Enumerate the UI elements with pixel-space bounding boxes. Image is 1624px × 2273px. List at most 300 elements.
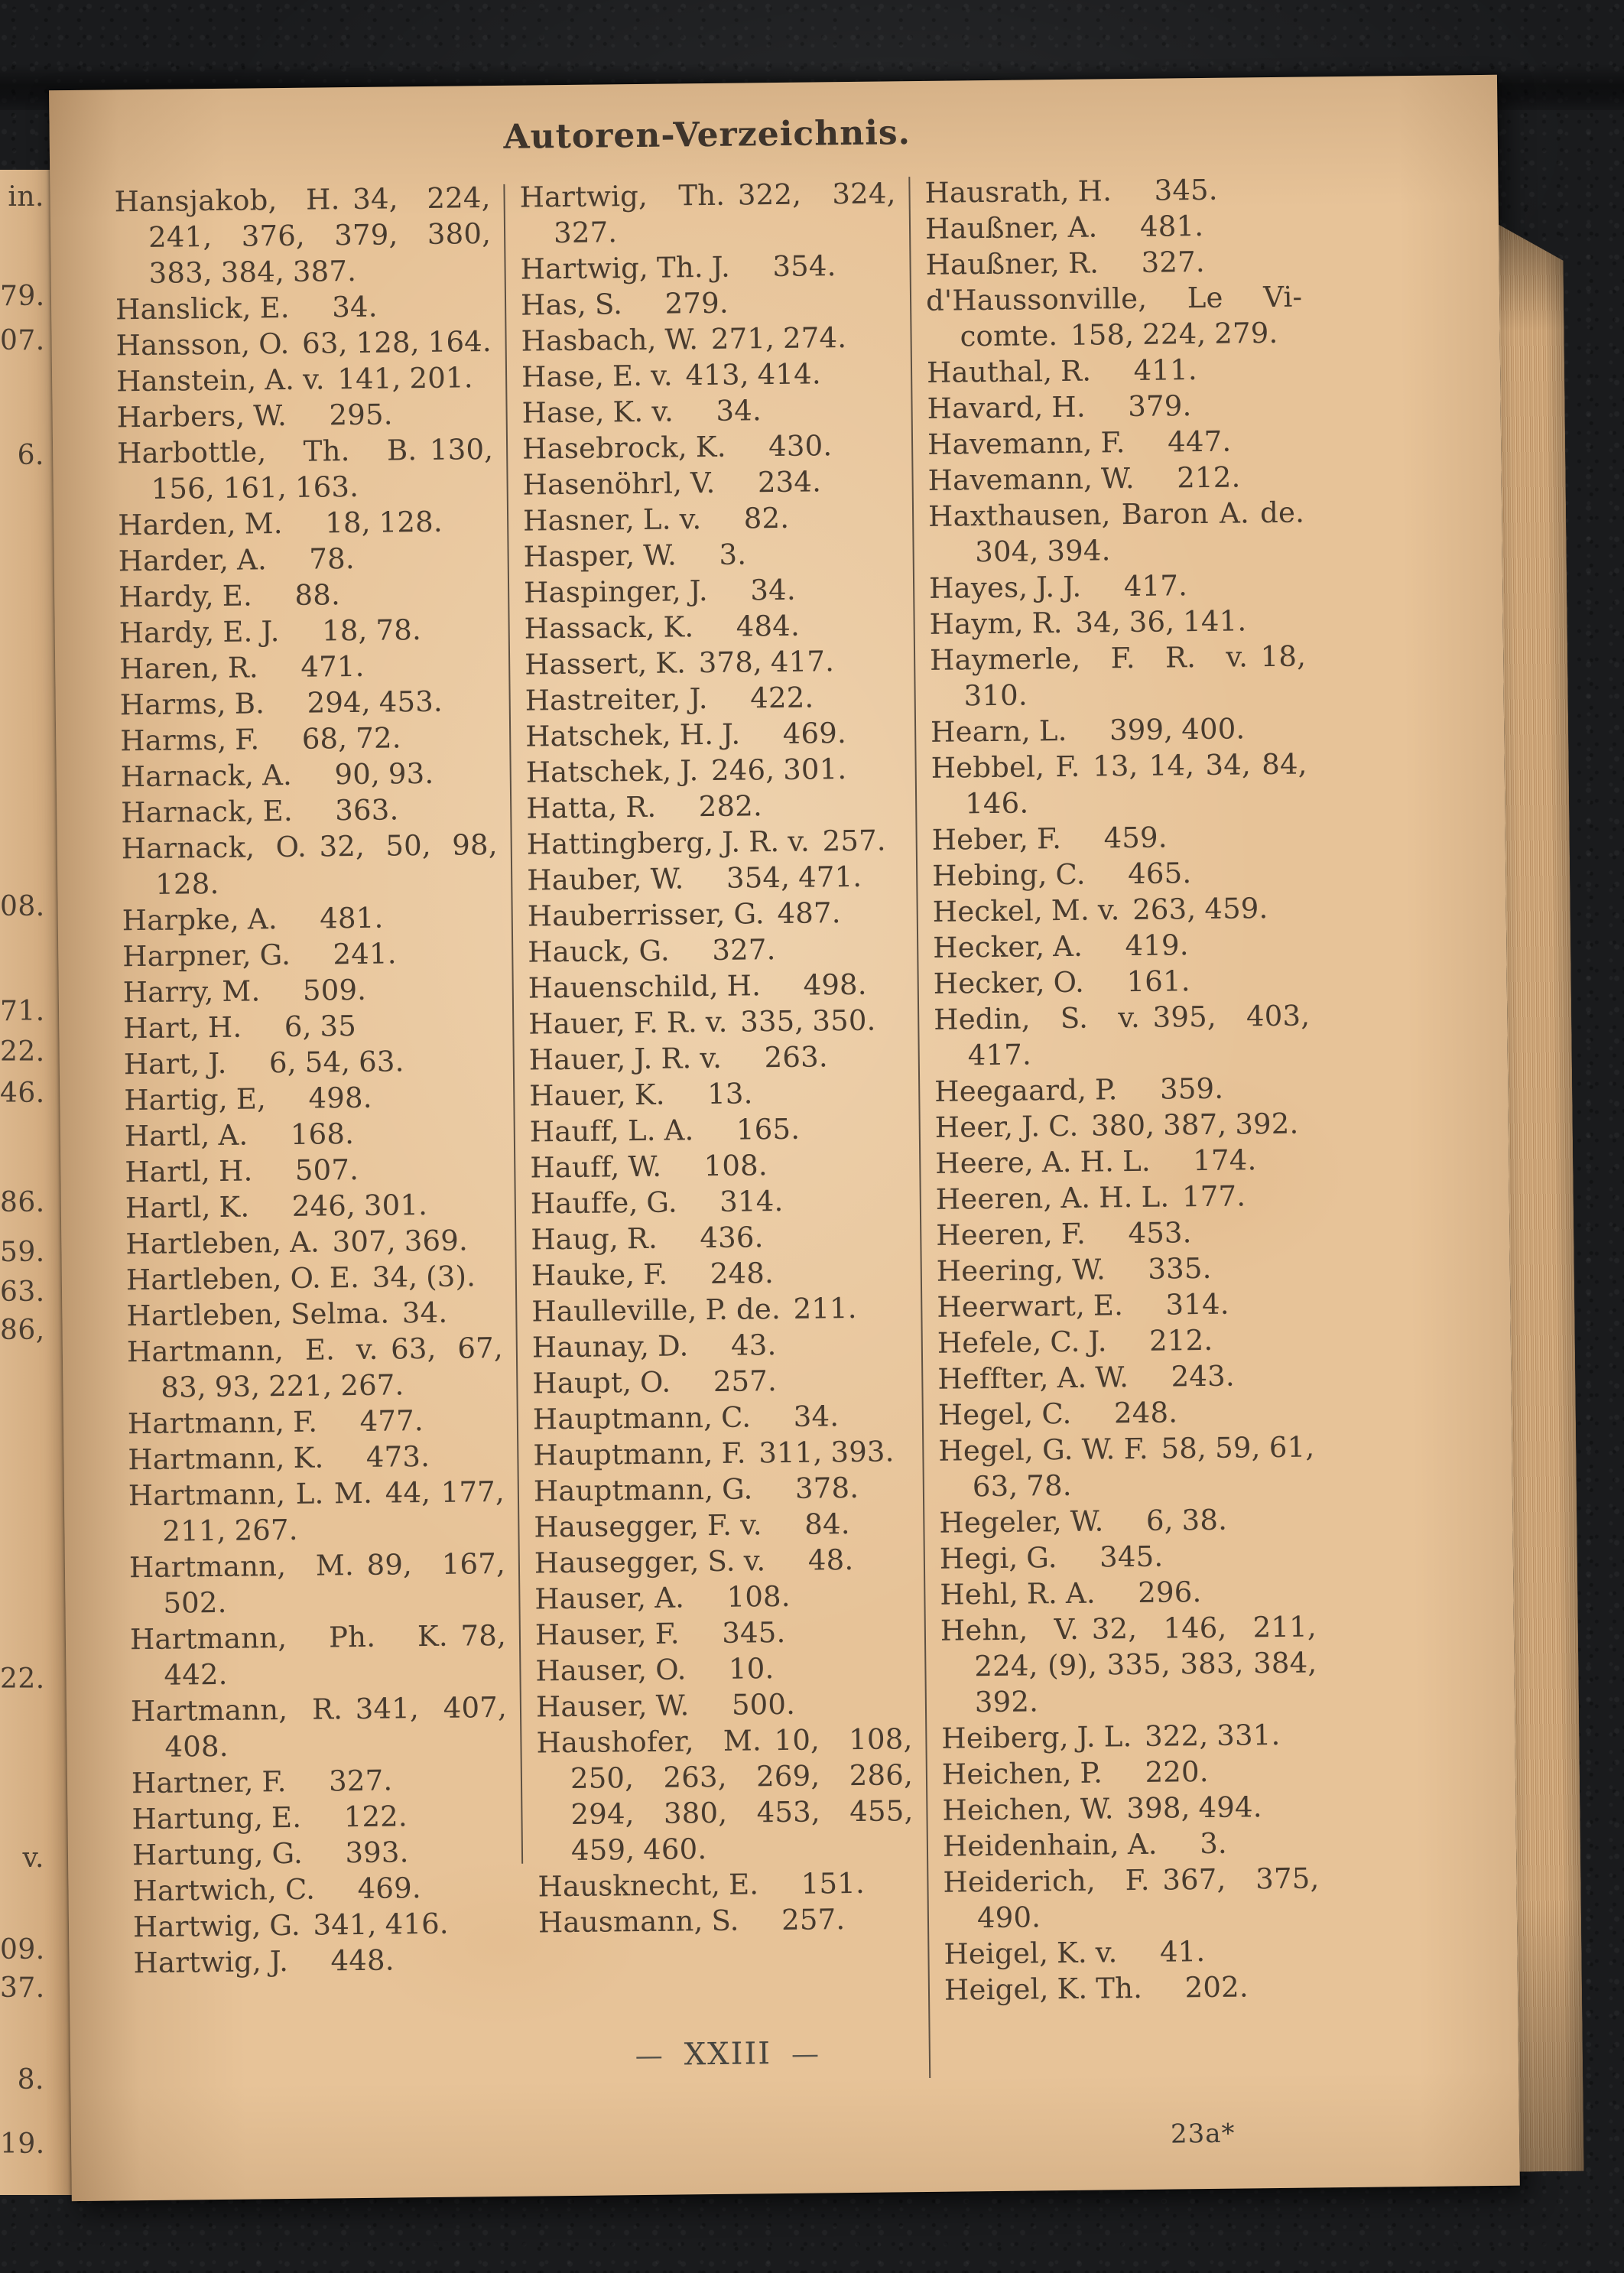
index-entry	[938, 1393, 1314, 1432]
page-references: 378.	[794, 1471, 859, 1505]
index-entry	[925, 243, 1301, 283]
author-name: Haulleville, P. de.	[531, 1293, 781, 1328]
author-name: Hasenöhrl, V.	[522, 466, 716, 502]
page-references: 6, 54, 63.	[268, 1045, 404, 1080]
index-entry	[926, 279, 1303, 355]
index-entry	[929, 567, 1305, 606]
name-page-gap	[1091, 380, 1133, 381]
index-entry	[531, 1254, 908, 1293]
index-entry	[119, 611, 495, 651]
index-entry	[525, 678, 901, 718]
name-page-gap	[280, 640, 322, 641]
author-name: Hebbel, F.	[931, 750, 1080, 785]
author-name: Hecker, A.	[932, 929, 1083, 964]
page-references: 43.	[730, 1328, 777, 1362]
index-entry	[125, 1150, 501, 1190]
index-entry	[941, 1716, 1317, 1756]
name-page-gap	[1104, 1530, 1146, 1531]
name-page-gap	[266, 1108, 308, 1109]
page-references: 395, 403, 417.	[967, 999, 1311, 1072]
index-entry	[524, 571, 900, 610]
index-entry	[132, 1761, 508, 1801]
page-references: 304, 394.	[975, 534, 1111, 569]
page-references: 345.	[1099, 1540, 1164, 1574]
index-column-2	[519, 175, 915, 2012]
index-entry	[927, 351, 1303, 391]
index-entry	[133, 1941, 509, 1981]
name-page-gap	[708, 707, 750, 708]
page-references: 10.	[728, 1652, 775, 1686]
index-entry	[128, 1402, 504, 1442]
author-name: Haushofer, M.	[536, 1724, 762, 1760]
author-name: Hartwich, C.	[132, 1872, 316, 1908]
page-references: 436.	[700, 1221, 764, 1255]
page-references: 263.	[764, 1040, 829, 1075]
index-entry	[525, 714, 901, 754]
name-page-gap	[680, 1643, 722, 1644]
author-name: Hauer, F. R. v.	[528, 1005, 728, 1041]
page-references: 422.	[749, 681, 814, 715]
page-references: 212.	[1177, 460, 1241, 495]
page-references: 18, 128.	[325, 505, 443, 540]
page-references: 327.	[1141, 245, 1206, 279]
author-name: Heerwart, E.	[937, 1289, 1124, 1324]
page-references: 399, 400.	[1109, 712, 1246, 747]
index-entry	[526, 786, 902, 826]
index-entry	[125, 1186, 502, 1226]
author-name: Hauser, F.	[534, 1617, 680, 1652]
page-references: 13, 14, 34, 84, 146.	[964, 747, 1307, 821]
book-page	[49, 75, 1520, 2201]
index-entry	[940, 1572, 1316, 1612]
author-name: Heiberg, J. L.	[941, 1720, 1132, 1755]
index-entry	[128, 1438, 504, 1478]
page-references: 3.	[719, 538, 747, 571]
page-references: 282.	[698, 789, 763, 824]
index-entry	[934, 1070, 1311, 1110]
index-entry	[519, 175, 896, 251]
index-entry	[132, 1833, 508, 1873]
index-entry	[935, 1105, 1311, 1145]
gutter-text-fragment: 6.	[17, 440, 44, 471]
author-name: Harbottle, Th. B.	[116, 434, 417, 470]
index-entry	[525, 642, 901, 682]
page-references: 469.	[357, 1871, 422, 1906]
index-entry	[525, 750, 901, 790]
index-entry	[527, 858, 903, 898]
author-name: Hatta, R.	[525, 790, 657, 825]
author-name: Hartmann, R.	[130, 1693, 343, 1728]
author-name: Harry, M.	[122, 974, 261, 1010]
index-entry	[533, 1433, 909, 1473]
name-page-gap	[288, 1970, 330, 1971]
page-references: 34.	[793, 1400, 840, 1433]
name-page-gap	[658, 1247, 700, 1248]
name-page-gap	[1125, 451, 1168, 452]
name-page-gap	[656, 816, 698, 817]
name-page-gap	[267, 569, 309, 570]
page-references: 78, 442.	[164, 1618, 507, 1692]
page-references: 6, 35	[284, 1010, 357, 1044]
name-page-gap	[1151, 1170, 1193, 1171]
name-page-gap	[1135, 487, 1177, 488]
name-page-gap	[1083, 955, 1125, 956]
author-name: Harms, B.	[119, 687, 265, 722]
page-references: 327.	[712, 933, 776, 967]
page-references: 3.	[1199, 1826, 1228, 1861]
index-entry	[533, 1397, 909, 1437]
index-column-1	[114, 180, 510, 2017]
author-name: Hase, E. v.	[521, 359, 674, 394]
column-divider	[503, 184, 523, 1864]
index-entry	[521, 391, 898, 431]
page-references: 246, 301.	[710, 753, 847, 787]
index-entry	[933, 962, 1309, 1002]
index-entry	[126, 1258, 502, 1298]
page-references: 314.	[1165, 1287, 1229, 1322]
index-entry	[523, 499, 899, 538]
author-name: Hauberrisser, G.	[527, 897, 765, 933]
index-entry	[532, 1361, 908, 1401]
name-page-gap	[740, 743, 782, 744]
author-name: Haym, R.	[929, 606, 1063, 641]
page-references: 469.	[782, 717, 847, 750]
index-entry	[931, 746, 1307, 822]
gutter-text-fragment: 63.	[0, 1276, 45, 1308]
index-columns	[114, 171, 1320, 2018]
author-name: Hehn, V.	[940, 1612, 1080, 1647]
author-name: Hausmann, S.	[538, 1904, 739, 1940]
author-name: Heere, A. H. L.	[935, 1144, 1151, 1180]
author-name: Hauptmann, C.	[532, 1400, 752, 1436]
author-name: Heigel, K. Th.	[944, 1971, 1143, 2007]
index-entry	[118, 503, 494, 543]
name-page-gap	[315, 1898, 357, 1899]
name-page-gap	[1061, 847, 1103, 848]
name-page-gap	[716, 492, 758, 493]
author-name: Hartung, E.	[132, 1800, 302, 1836]
name-page-gap	[303, 1862, 345, 1863]
author-name: Hasebrock, K.	[521, 430, 726, 466]
index-entry	[940, 1608, 1317, 1720]
author-name: Hauser, A.	[534, 1581, 685, 1616]
index-entry	[528, 966, 905, 1006]
page-references: 307, 369.	[332, 1224, 469, 1259]
index-entry	[521, 319, 897, 359]
author-name: Hebing, C.	[931, 857, 1086, 893]
name-page-gap	[722, 1067, 764, 1068]
name-page-gap	[753, 1498, 795, 1499]
index-entry	[936, 1177, 1312, 1217]
index-entry	[128, 1474, 505, 1549]
author-name: Hartmann, E. v.	[126, 1332, 378, 1369]
name-page-gap	[265, 713, 307, 714]
index-entry	[929, 603, 1305, 642]
index-entry	[126, 1294, 502, 1334]
index-entry	[119, 575, 495, 615]
index-entry	[932, 890, 1308, 930]
author-name: Harpke, A.	[122, 902, 278, 938]
page-references: 248.	[1113, 1396, 1178, 1430]
index-entry	[524, 606, 900, 646]
name-page-gap	[258, 677, 300, 678]
index-entry	[527, 894, 903, 934]
author-name: Harbers, W.	[116, 398, 287, 434]
index-entry	[534, 1541, 911, 1581]
page-references: 257.	[781, 1903, 846, 1937]
page-references: 335, 350.	[739, 1003, 876, 1039]
author-name: Hauke, F.	[531, 1257, 668, 1293]
author-name: Haymerle, F. R. v.	[929, 640, 1249, 677]
author-name: Hauthal, R.	[926, 354, 1092, 389]
page-references: 177.	[1181, 1179, 1246, 1214]
author-name: Hartmann, L. M.	[128, 1476, 373, 1513]
page-references: 448.	[330, 1943, 395, 1978]
index-entry	[931, 711, 1307, 750]
author-name: Hartig, E,	[124, 1082, 267, 1117]
page-references: 498.	[803, 967, 867, 1002]
page-references: 158, 224, 279.	[1070, 316, 1278, 352]
author-name: Hattingberg, J. R. v.	[526, 824, 810, 861]
author-name: Hauer, K.	[529, 1078, 665, 1113]
footer-dash: —	[635, 2040, 664, 2073]
index-entry	[534, 1577, 911, 1617]
index-entry	[538, 1901, 914, 1940]
page-references: 335.	[1148, 1251, 1212, 1286]
page-references: 257.	[822, 824, 886, 858]
page-references: 398, 494.	[1126, 1790, 1262, 1826]
index-entry	[927, 423, 1304, 463]
page-references: 48.	[807, 1543, 854, 1577]
name-page-gap	[283, 532, 325, 533]
author-name: Hearn, L.	[930, 714, 1067, 749]
index-entry	[935, 1141, 1311, 1181]
author-name: Hauptmann, G.	[533, 1472, 753, 1508]
author-name: Heichen, W.	[942, 1792, 1114, 1827]
index-entry	[129, 1546, 506, 1621]
author-name: Hauenschild, H.	[528, 969, 762, 1005]
page-number	[135, 2030, 1321, 2078]
index-entry	[531, 1289, 908, 1329]
page-references: 165.	[736, 1112, 801, 1146]
author-name: Hausegger, S. v.	[534, 1544, 766, 1580]
page-references: 243.	[1171, 1359, 1236, 1393]
name-page-gap	[670, 960, 712, 961]
page-references: 509.	[302, 973, 367, 1007]
name-page-gap	[1112, 200, 1154, 201]
name-page-gap	[671, 1391, 713, 1392]
page-references: 263, 459.	[1132, 892, 1268, 927]
name-page-gap	[1057, 1567, 1099, 1568]
index-entry	[526, 822, 902, 862]
page-references: 484.	[736, 609, 801, 643]
index-entry	[127, 1330, 504, 1406]
index-entry	[119, 647, 495, 687]
index-entry	[538, 1865, 914, 1904]
page-references: 68, 72.	[301, 721, 401, 756]
page-references: 465.	[1127, 857, 1192, 891]
author-name: Haunay, D.	[531, 1329, 689, 1364]
index-entry	[522, 427, 898, 467]
index-entry	[933, 926, 1309, 966]
index-entry	[132, 1869, 508, 1909]
page-references: 487.	[777, 896, 841, 931]
page-references: 44, 177, 211, 267.	[162, 1475, 505, 1548]
author-name: Hauptmann, F.	[533, 1436, 746, 1472]
page-references: 379.	[1128, 389, 1192, 424]
author-name: Heffter, A. W.	[937, 1361, 1129, 1396]
page-references: 473.	[365, 1439, 430, 1474]
gutter-text-fragment: 37.	[0, 1972, 45, 2004]
name-page-gap	[677, 564, 719, 565]
author-name: Harnack, A.	[120, 758, 293, 794]
page-references: 500.	[731, 1687, 796, 1722]
index-entry	[940, 1536, 1316, 1576]
author-name: Hartl, H.	[125, 1154, 253, 1189]
page-references: 41.	[1159, 1935, 1206, 1969]
index-entry	[931, 818, 1307, 858]
author-name: Hartleben, Selma.	[126, 1296, 390, 1333]
author-name: Hartwig, Th.	[519, 178, 726, 214]
index-entry	[536, 1685, 912, 1725]
index-entry	[529, 1074, 905, 1114]
page-references: 295.	[329, 398, 393, 432]
gutter-text-fragment: 19.	[0, 2128, 45, 2160]
gutter-text-fragment: 08.	[0, 891, 45, 922]
author-name: Hart, H.	[123, 1010, 242, 1045]
author-name: Hassack, K.	[524, 610, 694, 645]
author-name: Heber, F.	[931, 822, 1062, 857]
index-column-3	[924, 171, 1320, 2008]
index-entry	[932, 854, 1308, 894]
author-name: Hart, J.	[123, 1046, 227, 1081]
index-entry	[123, 1006, 499, 1046]
page-references: 417.	[1123, 569, 1188, 603]
index-entry	[939, 1501, 1315, 1540]
page-references: 220.	[1145, 1754, 1209, 1789]
author-name: Hatschek, J.	[525, 754, 699, 789]
index-entry	[532, 1325, 908, 1365]
author-name: Hartmann, Ph. K.	[129, 1619, 449, 1657]
index-entry	[934, 998, 1311, 1074]
page-references: 18, 78.	[321, 613, 422, 648]
author-name: Haxthausen, Baron A. de.	[927, 496, 1305, 533]
author-name: Hecker, O.	[933, 965, 1085, 1000]
book	[49, 74, 1584, 2201]
name-page-gap	[689, 1355, 731, 1356]
name-page-gap	[324, 1467, 366, 1468]
index-entry	[132, 1797, 508, 1837]
author-name: Hansjakob, H.	[114, 183, 340, 219]
name-page-gap	[1118, 1099, 1160, 1100]
page-references: 481.	[1139, 209, 1204, 243]
page-references: 34, 224, 241, 376, 379, 380, 383, 384, 387.	[148, 181, 492, 290]
index-entry	[521, 355, 898, 395]
author-name: Hanslick, E.	[115, 291, 291, 327]
page-references: 211.	[793, 1291, 857, 1325]
name-page-gap	[261, 1000, 303, 1001]
page-references: 294, 453.	[307, 685, 443, 720]
author-name: Heigel, K. v.	[944, 1936, 1118, 1971]
index-entry	[131, 1689, 508, 1765]
page-references: 471.	[300, 649, 365, 684]
author-name: Haug, R.	[531, 1221, 658, 1257]
author-name: Hegel, C.	[937, 1397, 1072, 1432]
author-name: Heidenhain, A.	[942, 1827, 1158, 1863]
page-title: Autoren-Verzeichnis.	[503, 113, 911, 157]
page-references: 359.	[1159, 1071, 1224, 1106]
author-name: Hassert, K.	[524, 646, 687, 681]
name-page-gap	[761, 995, 803, 996]
gutter-text-fragment: 09.	[0, 1934, 45, 1966]
author-name: Hatschek, H. J.	[525, 717, 741, 753]
page-references: 419.	[1125, 928, 1189, 963]
page-references: 481.	[320, 901, 384, 935]
name-page-gap	[1158, 1853, 1200, 1854]
page-references: 63, 67, 83, 93, 221, 267.	[161, 1331, 504, 1404]
author-name: Hehl, R. A.	[940, 1576, 1096, 1611]
author-name: Heichen, P.	[941, 1756, 1103, 1791]
author-name: Harms, F.	[119, 723, 260, 758]
index-entry	[531, 1218, 907, 1257]
author-name: Has, S.	[520, 288, 623, 322]
page-references: 257.	[713, 1364, 778, 1398]
page-references: 58, 59, 61, 63, 78.	[972, 1430, 1315, 1504]
page-references: 322, 331.	[1144, 1718, 1281, 1753]
page-references: 6, 38.	[1145, 1503, 1228, 1537]
index-entry	[924, 171, 1301, 211]
author-name: Hartl, A.	[124, 1118, 248, 1153]
name-page-gap	[292, 784, 334, 785]
index-entry	[122, 899, 499, 938]
index-entry	[528, 1002, 905, 1042]
gutter-text-fragment: 22.	[0, 1036, 45, 1068]
printer-signature: 23a*	[1170, 2118, 1236, 2150]
author-name: Harnack, O.	[121, 830, 307, 866]
gutter-text-fragment: 86.	[0, 1187, 45, 1218]
page-references: 34.	[332, 290, 378, 324]
index-entry	[534, 1505, 910, 1545]
author-name: Heering, W.	[936, 1253, 1106, 1288]
page-references: 234.	[757, 465, 822, 499]
name-page-gap	[253, 1180, 295, 1181]
author-name: Havemann, F.	[927, 426, 1125, 461]
author-name: Hausrath, H.	[924, 174, 1112, 210]
index-entry	[925, 207, 1301, 247]
name-page-gap	[1099, 272, 1141, 273]
page-references: 430.	[768, 429, 833, 463]
index-entry	[535, 1613, 911, 1653]
author-name: Hasper, W.	[523, 538, 677, 574]
index-entry	[125, 1114, 501, 1154]
name-page-gap	[684, 1607, 726, 1608]
author-name: Hartleben, A.	[125, 1225, 320, 1261]
gutter-text-fragment: v.	[22, 1842, 44, 1874]
page-references: 34.	[750, 573, 797, 607]
name-page-gap	[762, 1534, 804, 1535]
index-entry	[114, 180, 491, 291]
name-page-gap	[1086, 1243, 1128, 1244]
page-references: 32, 50, 98, 128.	[155, 828, 498, 901]
page-references: 108.	[703, 1149, 768, 1183]
index-entry	[521, 283, 897, 323]
author-name: Hartmann, M.	[128, 1549, 355, 1585]
page-references: 18, 310.	[963, 639, 1307, 713]
text-block	[113, 77, 1321, 2079]
index-entry	[937, 1285, 1313, 1325]
page-references: 212.	[1148, 1323, 1213, 1358]
name-page-gap	[1086, 883, 1128, 884]
